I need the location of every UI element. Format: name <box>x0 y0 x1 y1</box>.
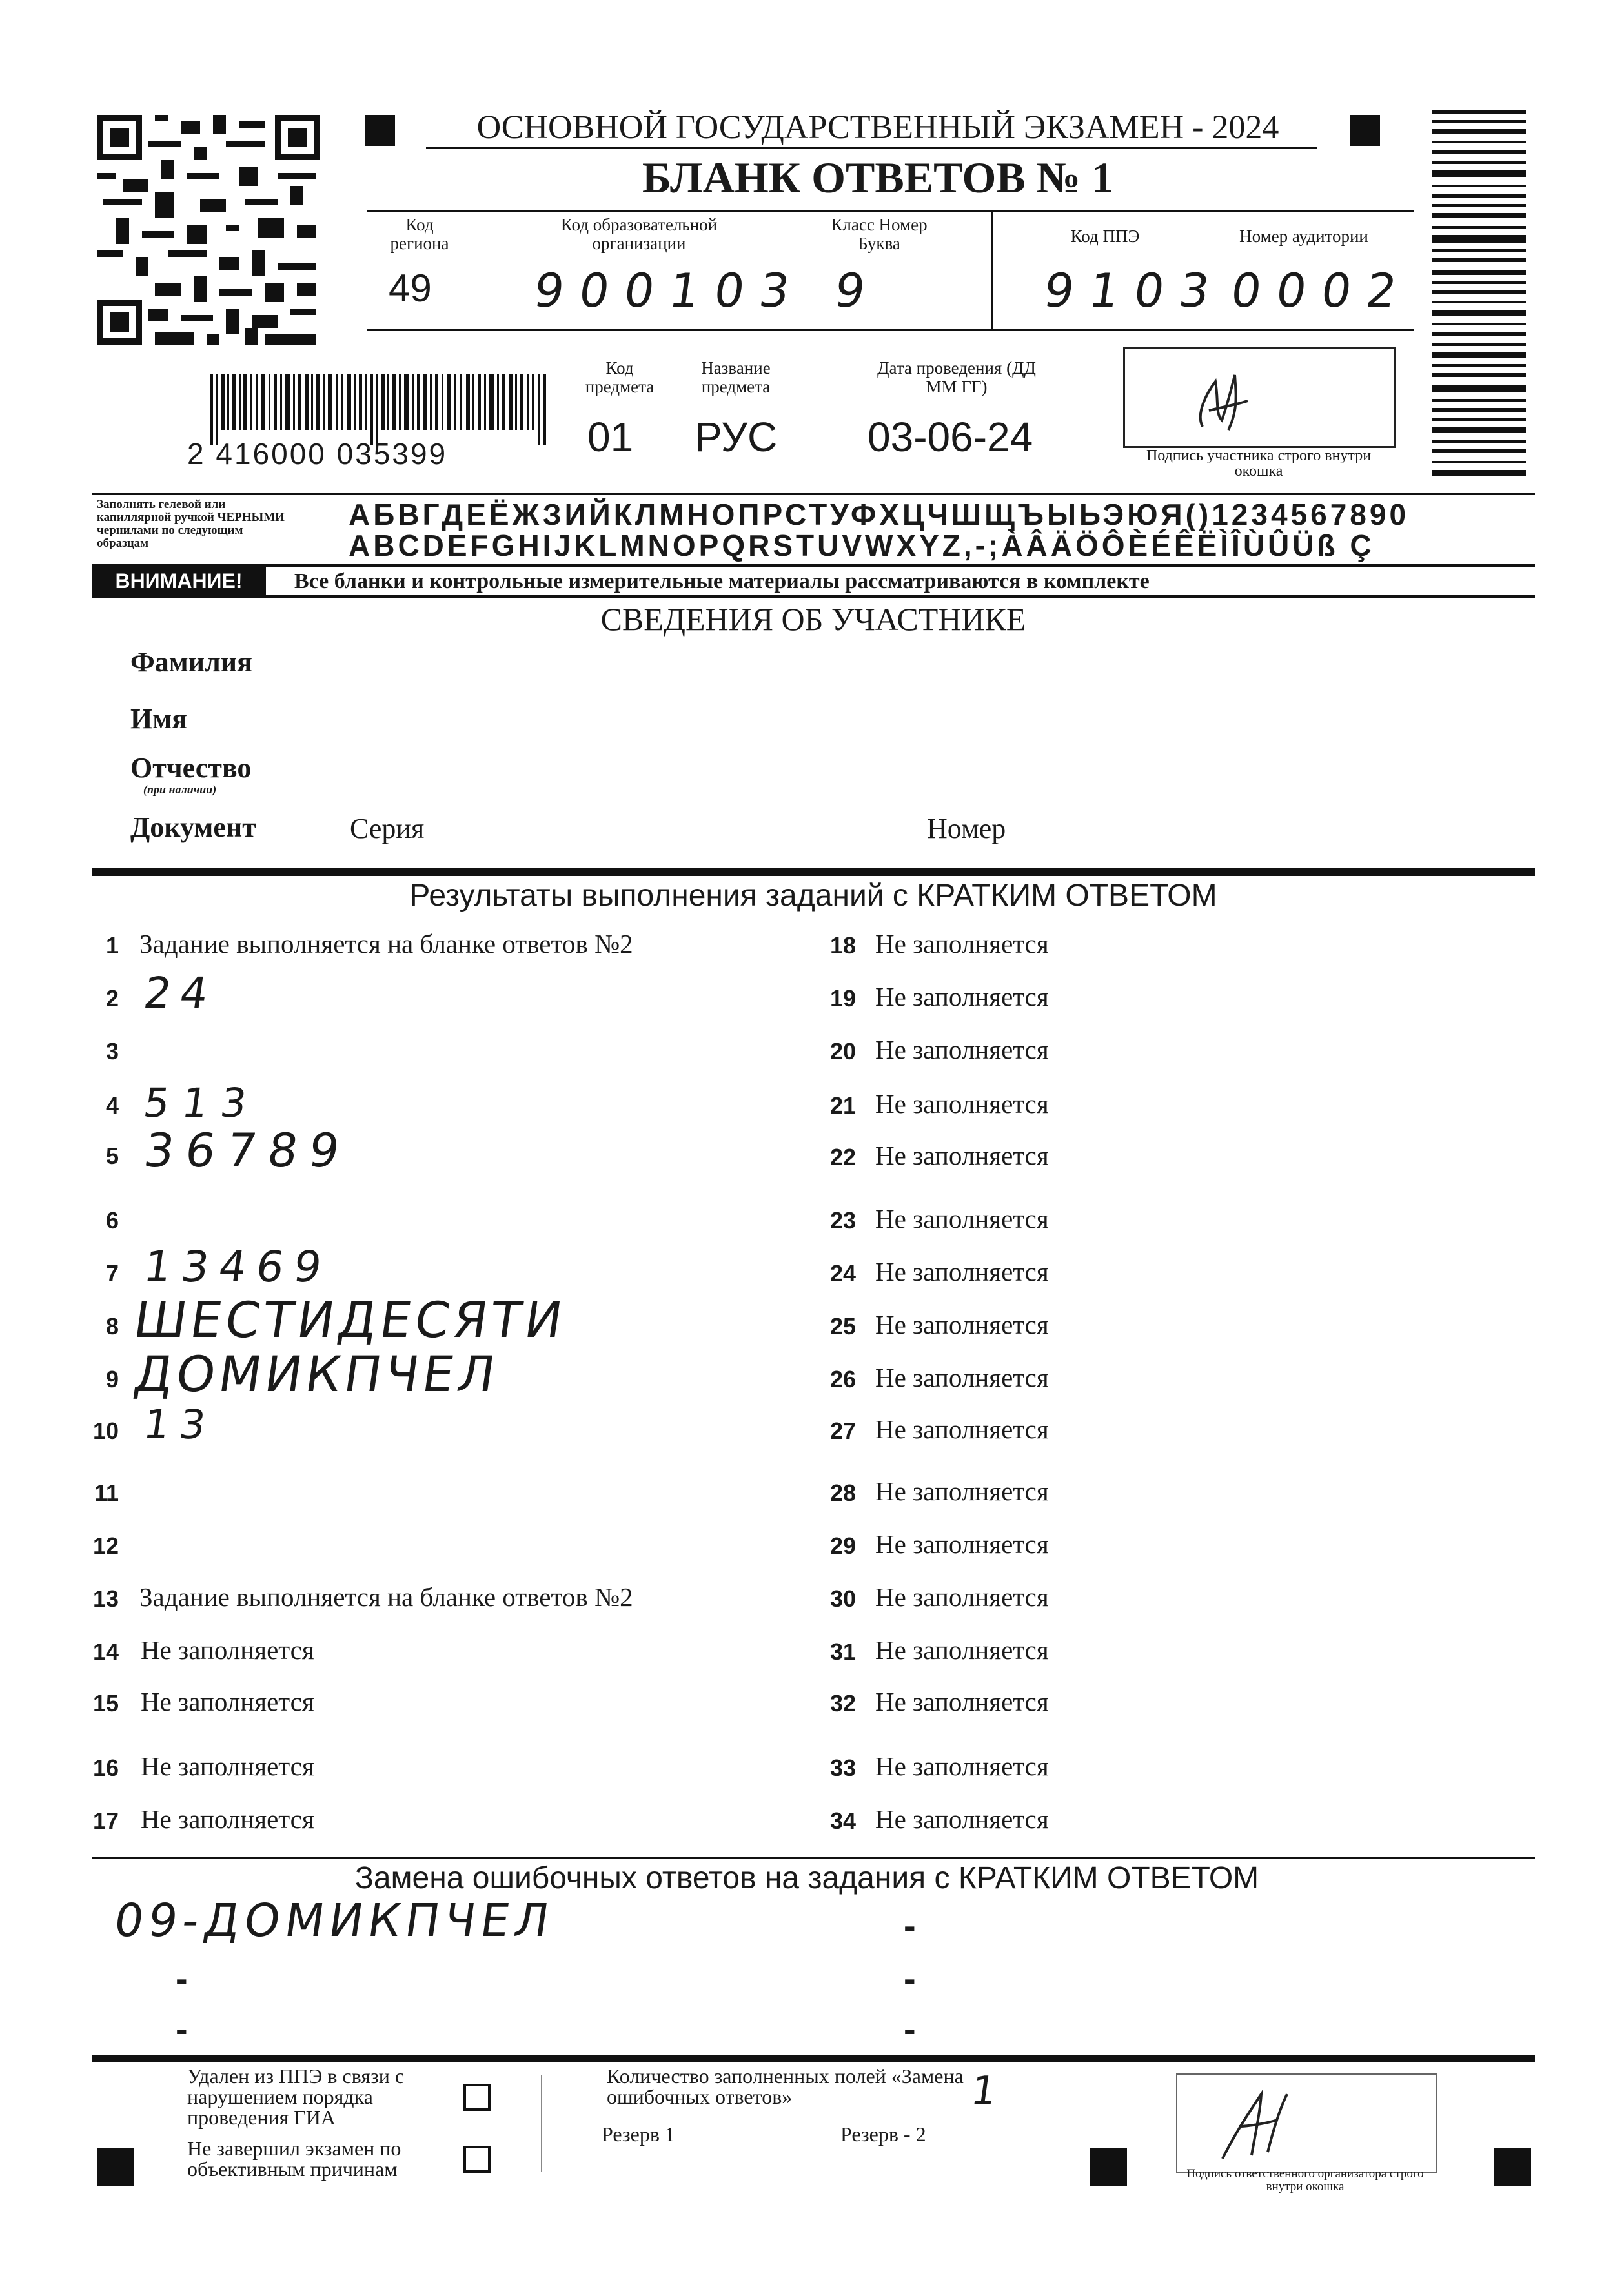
attention-top-border <box>92 564 1535 567</box>
task-answer-text: Не заполняется <box>141 1751 314 1781</box>
marker-square-bottom-center <box>1090 2148 1127 2186</box>
attention-text: Все бланки и контрольные измерительные материалы рассматриваются в комплекте <box>294 569 1150 593</box>
removed-checkbox[interactable] <box>463 2084 491 2111</box>
task-number: 32 <box>829 1690 856 1716</box>
exam-date-value: 03-06-24 <box>868 414 1033 460</box>
task-number: 9 <box>105 1366 119 1392</box>
replacement-entry-1[interactable]: 09-ДОМИКПЧЕЛ <box>111 1894 558 1947</box>
not-finished-checkbox[interactable] <box>463 2146 491 2173</box>
task-number: 5 <box>105 1143 119 1169</box>
attention-badge: ВНИМАНИЕ! <box>92 567 266 595</box>
participant-signature-box[interactable] <box>1123 347 1396 448</box>
subject-name-value: РУС <box>695 414 778 460</box>
task-answer-text: Не заполняется <box>141 1804 314 1834</box>
qr-code <box>97 115 320 345</box>
sample-top-border <box>92 493 1535 495</box>
task-answer-text: Не заполняется <box>875 1804 1049 1834</box>
task-number: 17 <box>92 1807 119 1834</box>
task-answer-handwritten[interactable]: 13 <box>141 1401 219 1448</box>
task-number: 3 <box>105 1038 119 1064</box>
task-number: 28 <box>829 1480 856 1506</box>
task-number: 25 <box>829 1313 856 1339</box>
task-number: 30 <box>829 1585 856 1612</box>
task-answer-text: Не заполняется <box>875 929 1049 959</box>
task-number: 23 <box>829 1207 856 1234</box>
subject-code-value: 01 <box>587 414 634 460</box>
name-label: Имя <box>130 703 187 735</box>
form-title: БЛАНК ОТВЕТОВ № 1 <box>642 153 1114 202</box>
task-number: 14 <box>92 1638 119 1665</box>
task-number: 27 <box>829 1418 856 1444</box>
sample-instruction: Заполнять гелевой или капиллярной ручкой ЧЕРНЫМИ чернилами по следующим образцам <box>97 498 285 550</box>
replacement-dash: - <box>904 2008 916 2049</box>
replacement-count-value[interactable]: 1 <box>968 2068 1011 2113</box>
exam-date-label: Дата проведения (ДД ММ ГГ) <box>877 358 1036 396</box>
reserve-2-label: Резерв - 2 <box>840 2122 926 2146</box>
task-number: 21 <box>829 1092 856 1119</box>
barcode-number: 2 416000 035399 <box>187 437 448 471</box>
participant-section-title: СВЕДЕНИЯ ОБ УЧАСТНИКЕ <box>600 601 1026 637</box>
class-label: Класс Номер Буква <box>831 215 928 253</box>
task-number: 33 <box>829 1755 856 1781</box>
ppe-code-label: Код ППЭ <box>1070 227 1140 246</box>
subject-name-label: Название предмета <box>701 358 771 396</box>
not-finished-label: Не завершил экзамен по объективным причинам <box>187 2137 401 2181</box>
task-number: 19 <box>829 985 856 1012</box>
subject-code-label: Код предмета <box>585 358 655 396</box>
task-answer-handwritten[interactable]: 513 <box>141 1079 263 1126</box>
organizer-signature <box>1177 2075 1436 2172</box>
attention-bottom-border <box>92 595 1535 598</box>
task-number: 13 <box>92 1585 119 1612</box>
footer-top-border <box>92 2055 1535 2062</box>
task-answer-text: Не заполняется <box>875 1687 1049 1716</box>
codes-top-border <box>367 210 1414 212</box>
task-number: 29 <box>829 1532 856 1559</box>
task-answer-text: Не заполняется <box>875 1089 1049 1119</box>
footer-divider <box>541 2075 542 2172</box>
replacement-section-title: Замена ошибочных ответов на задания с КРАТКИМ ОТВЕТОМ <box>354 1861 1259 1895</box>
task-answer-text: Не заполняется <box>875 1751 1049 1781</box>
marker-square-top-left <box>365 115 395 146</box>
room-number-value: 0002 <box>1228 263 1416 318</box>
task-number: 26 <box>829 1366 856 1392</box>
task-number: 10 <box>92 1418 119 1444</box>
organizer-signature-box[interactable] <box>1176 2073 1437 2173</box>
task-answer-text: Не заполняется <box>875 1529 1049 1559</box>
organizer-signature-caption: Подпись ответственного организатора строго внутри окошка <box>1186 2167 1424 2193</box>
marker-square-top-right <box>1350 115 1380 146</box>
task-number: 7 <box>105 1260 119 1287</box>
region-code-value: 49 <box>389 267 432 310</box>
patronymic-label: Отчество <box>130 752 252 784</box>
reserve-1-label: Резерв 1 <box>602 2122 675 2146</box>
task-answer-text: Не заполняется <box>875 1310 1049 1339</box>
sample-row-cyrillic: АБВГДЕЁЖЗИЙКЛМНОПРСТУФХЦЧШЩЪЫЬЭЮЯ()1234567890 <box>349 498 1410 531</box>
task-answer-text: Не заполняется <box>875 982 1049 1012</box>
marker-square-bottom-left <box>97 2148 134 2186</box>
task-answer-text: Не заполняется <box>141 1687 314 1716</box>
task-number: 24 <box>829 1260 856 1287</box>
barcode <box>210 374 551 445</box>
task-number: 20 <box>829 1038 856 1064</box>
task-answer-text: Задание выполняется на бланке ответов №2 <box>139 929 633 959</box>
task-number: 31 <box>829 1638 856 1665</box>
replacement-dash: - <box>904 1905 916 1946</box>
task-number: 18 <box>829 932 856 959</box>
task-number: 1 <box>105 932 119 959</box>
task-answer-text: Не заполняется <box>875 1035 1049 1064</box>
task-number: 8 <box>105 1313 119 1339</box>
side-barcode <box>1432 110 1526 478</box>
participant-signature <box>1125 349 1394 446</box>
task-number: 15 <box>92 1690 119 1716</box>
exam-title-underline <box>426 147 1317 149</box>
document-series-label: Серия <box>350 813 425 844</box>
task-answer-handwritten[interactable]: ДОМИКПЧЕЛ <box>130 1345 503 1403</box>
results-top-border <box>92 868 1535 876</box>
removed-label: Удален из ППЭ в связи с нарушением порядка проведения ГИА <box>187 2064 405 2129</box>
replacement-dash: - <box>176 1958 188 1999</box>
task-answer-text: Не заполняется <box>875 1635 1049 1665</box>
org-code-value: 900103 <box>531 263 809 318</box>
codes-bottom-border <box>367 329 1414 331</box>
task-answer-text: Задание выполняется на бланке ответов №2 <box>139 1582 633 1612</box>
task-answer-text: Не заполняется <box>875 1204 1049 1234</box>
task-number: 34 <box>829 1807 856 1834</box>
task-answer-text: Не заполняется <box>875 1257 1049 1287</box>
surname-label: Фамилия <box>130 646 252 678</box>
replacement-dash: - <box>904 1958 916 1999</box>
task-answer-text: Не заполняется <box>875 1414 1049 1444</box>
task-number: 6 <box>105 1207 119 1234</box>
org-code-label: Код образовательной организации <box>560 215 718 253</box>
task-number: 2 <box>105 985 119 1012</box>
task-answer-handwritten[interactable]: 13469 <box>141 1242 335 1292</box>
task-answer-text: Не заполняется <box>875 1582 1049 1612</box>
task-number: 22 <box>829 1144 856 1170</box>
class-value: 9 <box>831 263 880 318</box>
task-number: 11 <box>94 1480 119 1506</box>
task-number: 16 <box>92 1755 119 1781</box>
room-number-label: Номер аудитории <box>1239 227 1368 246</box>
replacement-top-border <box>92 1857 1535 1859</box>
task-answer-text: Не заполняется <box>875 1141 1049 1170</box>
region-code-label: Код региона <box>390 215 449 253</box>
task-answer-text: Не заполняется <box>875 1476 1049 1506</box>
task-answer-handwritten[interactable]: 36789 <box>141 1123 354 1177</box>
task-number: 4 <box>105 1092 119 1119</box>
results-section-title: Результаты выполнения заданий с КРАТКИМ ОТВЕТОМ <box>409 879 1217 913</box>
replacement-count-label: Количество заполненных полей «Замена ошибочных ответов» <box>607 2064 964 2108</box>
sample-row-latin: ABCDEFGHIJKLMNOPQRSTUVWXYZ,-;ÀÂÄÖÔÈÉÊËÌÎÙÛÜß Ç <box>349 529 1375 562</box>
task-answer-text: Не заполняется <box>875 1363 1049 1392</box>
ppe-code-value: 9103 <box>1040 263 1229 318</box>
document-label: Документ <box>130 811 256 843</box>
participant-signature-caption: Подпись участника строго внутри окошка <box>1146 447 1372 480</box>
task-answer-text: Не заполняется <box>141 1635 314 1665</box>
task-number: 12 <box>92 1532 119 1559</box>
replacement-dash: - <box>176 2008 188 2049</box>
codes-divider <box>991 210 993 331</box>
patronymic-note: (при наличии) <box>143 783 217 796</box>
task-answer-handwritten[interactable]: ШЕСТИДЕСЯТИ <box>130 1291 570 1349</box>
exam-title: ОСНОВНОЙ ГОСУДАРСТВЕННЫЙ ЭКЗАМЕН - 2024 <box>476 109 1279 146</box>
document-number-label: Номер <box>927 813 1006 844</box>
task-answer-handwritten[interactable]: 24 <box>141 968 220 1018</box>
marker-square-bottom-right <box>1494 2148 1531 2186</box>
